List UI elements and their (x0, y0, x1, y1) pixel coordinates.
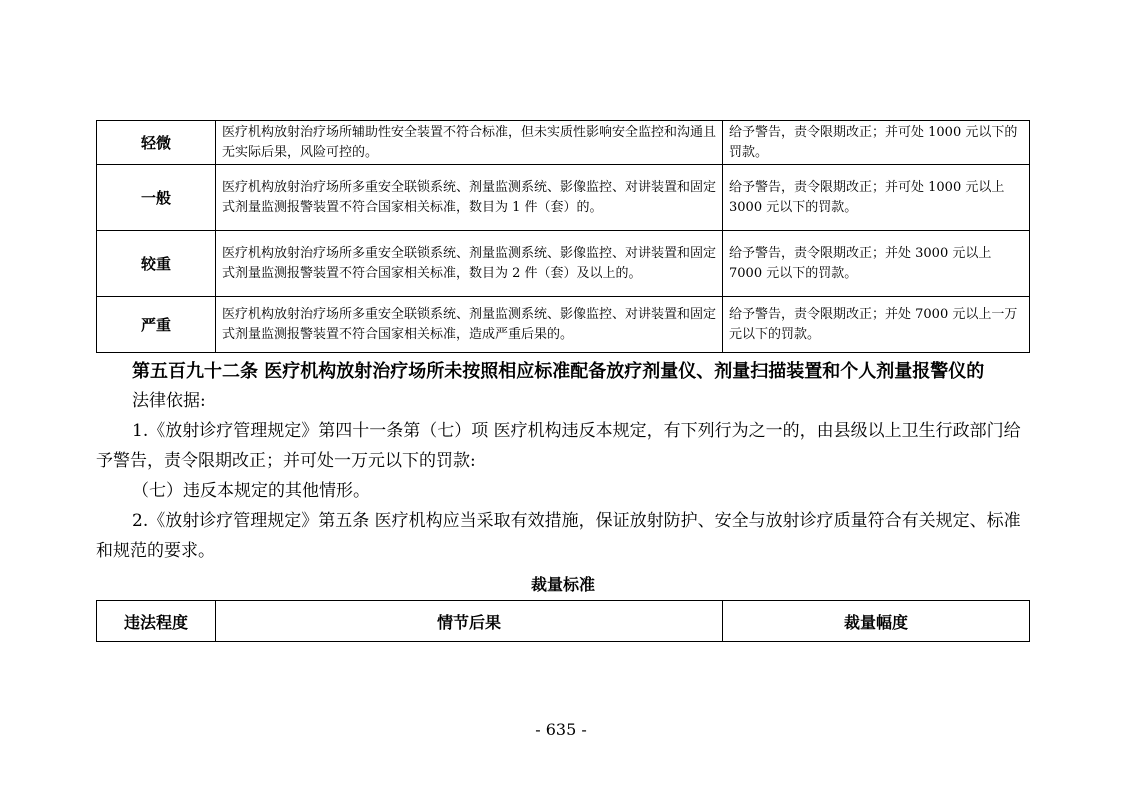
header-circumstance: 情节后果 (216, 601, 723, 642)
table-row (97, 231, 1030, 297)
table-row (97, 297, 1030, 353)
standard-header-table (96, 600, 1030, 642)
level-cell: 一般 (97, 165, 216, 231)
circumstance-cell: 医疗机构放射治疗场所多重安全联锁系统、剂量监测系统、影像监控、对讲装置和固定式剂量监测报警装置不符合国家相关标准，造成严重后果的。 (216, 297, 723, 353)
legal-basis-1: 1.《放射诊疗管理规定》第四十一条第（七）项 医疗机构违反本规定，有下列行为之一的，由县级以上卫生行政部门给予警告，责令限期改正；并可处一万元以下的罚款: (96, 421, 1021, 471)
article-title: 第五百九十二条 医疗机构放射治疗场所未按照相应标准配备放疗剂量仪、剂量扫描装置和个人剂量报警仪的 (132, 361, 985, 382)
penalty-cell: 给予警告，责令限期改正；并可处 1000 元以下的罚款。 (723, 121, 1030, 165)
header-penalty: 裁量幅度 (723, 601, 1030, 642)
header-level: 违法程度 (97, 601, 216, 642)
legal-basis-1-item: （七）违反本规定的其他情形。 (132, 481, 370, 501)
level-cell: 严重 (97, 297, 216, 353)
penalty-cell: 给予警告，责令限期改正；并可处 1000 元以上 3000 元以下的罚款。 (723, 165, 1030, 231)
level-cell: 较重 (97, 231, 216, 297)
legal-basis-label: 法律依据: (132, 391, 206, 411)
penalty-cell: 给予警告，责令限期改正；并处 3000 元以上 7000 元以下的罚款。 (723, 231, 1030, 297)
circumstance-cell: 医疗机构放射治疗场所多重安全联锁系统、剂量监测系统、影像监控、对讲装置和固定式剂量监测报警装置不符合国家相关标准，数目为 1 件（套）的。 (216, 165, 723, 231)
table-row (97, 165, 1030, 231)
legal-basis-2: 2.《放射诊疗管理规定》第五条 医疗机构应当采取有效措施，保证放射防护、安全与放射诊疗质量符合有关规定、标准和规范的要求。 (96, 511, 1021, 561)
penalty-table (96, 120, 1030, 353)
circumstance-cell: 医疗机构放射治疗场所多重安全联锁系统、剂量监测系统、影像监控、对讲装置和固定式剂量监测报警装置不符合国家相关标准，数目为 2 件（套）及以上的。 (216, 231, 723, 297)
circumstance-cell: 医疗机构放射治疗场所辅助性安全装置不符合标准，但未实质性影响安全监控和沟通且无实际后果，风险可控的。 (216, 121, 723, 165)
table-row (97, 121, 1030, 165)
page-content (96, 120, 1030, 642)
penalty-cell: 给予警告，责令限期改正；并处 7000 元以上一万元以下的罚款。 (723, 297, 1030, 353)
standard-title: 裁量标准 (530, 575, 595, 594)
level-cell: 轻微 (97, 121, 216, 165)
table-header-row (97, 601, 1030, 642)
page-number: - 635 - (535, 720, 587, 739)
